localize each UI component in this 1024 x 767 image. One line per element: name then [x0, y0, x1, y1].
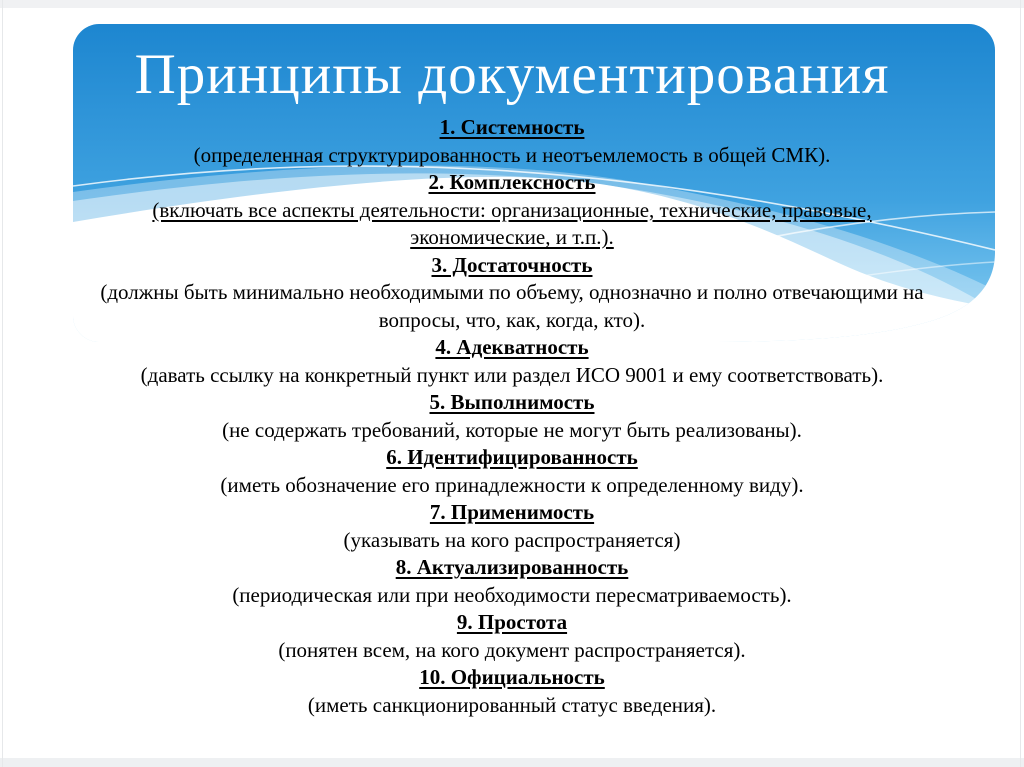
principle-heading: 4. Адекватность: [435, 335, 589, 359]
principle-item: [0, 389, 1024, 444]
principle-item: [0, 609, 1024, 664]
principle-heading: 10. Официальность: [419, 665, 605, 689]
principle-item: [0, 554, 1024, 609]
principle-description-line: (указывать на кого распространяется): [343, 527, 681, 552]
principle-description-line: (иметь санкционированный статус введения).: [307, 692, 717, 717]
principles-list: [0, 114, 1024, 719]
principle-heading: 2. Комплексность: [428, 170, 596, 194]
principle-heading: 3. Достаточность: [431, 252, 593, 277]
principle-item: [0, 114, 1024, 169]
principle-item: [0, 252, 1024, 335]
principle-item: [0, 499, 1024, 554]
principle-description-line: вопросы, что, как, когда, кто).: [378, 307, 646, 332]
principle-description-line: (не содержать требований, которые не могут быть реализованы).: [222, 417, 802, 442]
principle-heading: 7. Применимость: [429, 500, 595, 524]
principle-heading: 6. Идентифицированность: [386, 445, 638, 469]
principle-heading: 8. Актуализированность: [395, 555, 629, 579]
principle-description-line: (включать все аспекты деятельности: организационные, технические, правовые,: [152, 197, 872, 222]
page-edge-bottom: [0, 758, 1024, 767]
principle-heading: 1. Системность: [439, 115, 585, 139]
principle-description-line: (должны быть минимально необходимыми по объему, однозначно и полно отвечающими на: [100, 280, 924, 304]
principle-item: [0, 664, 1024, 719]
principle-description-line: экономические, и т.п.).: [410, 225, 614, 249]
principle-heading: 9. Простота: [456, 610, 568, 634]
principle-item: [0, 444, 1024, 499]
slide-title: Принципы документирования: [134, 43, 890, 106]
principle-description-line: (периодическая или при необходимости пересматриваемость).: [232, 582, 792, 607]
principle-description-line: (определенная структурированность и неотъемлемость в общей СМК).: [193, 142, 831, 167]
principle-description-line: (давать ссылку на конкретный пункт или раздел ИСО 9001 и ему соответствовать).: [140, 362, 884, 387]
principle-item: [0, 334, 1024, 389]
principle-description-line: (иметь обозначение его принадлежности к определенному виду).: [220, 472, 804, 497]
page-edge-top: [0, 0, 1024, 8]
principle-item: [0, 169, 1024, 252]
principle-description-line: (понятен всем, на кого документ распространяется).: [278, 637, 746, 662]
principle-heading: 5. Выполнимость: [429, 390, 595, 414]
